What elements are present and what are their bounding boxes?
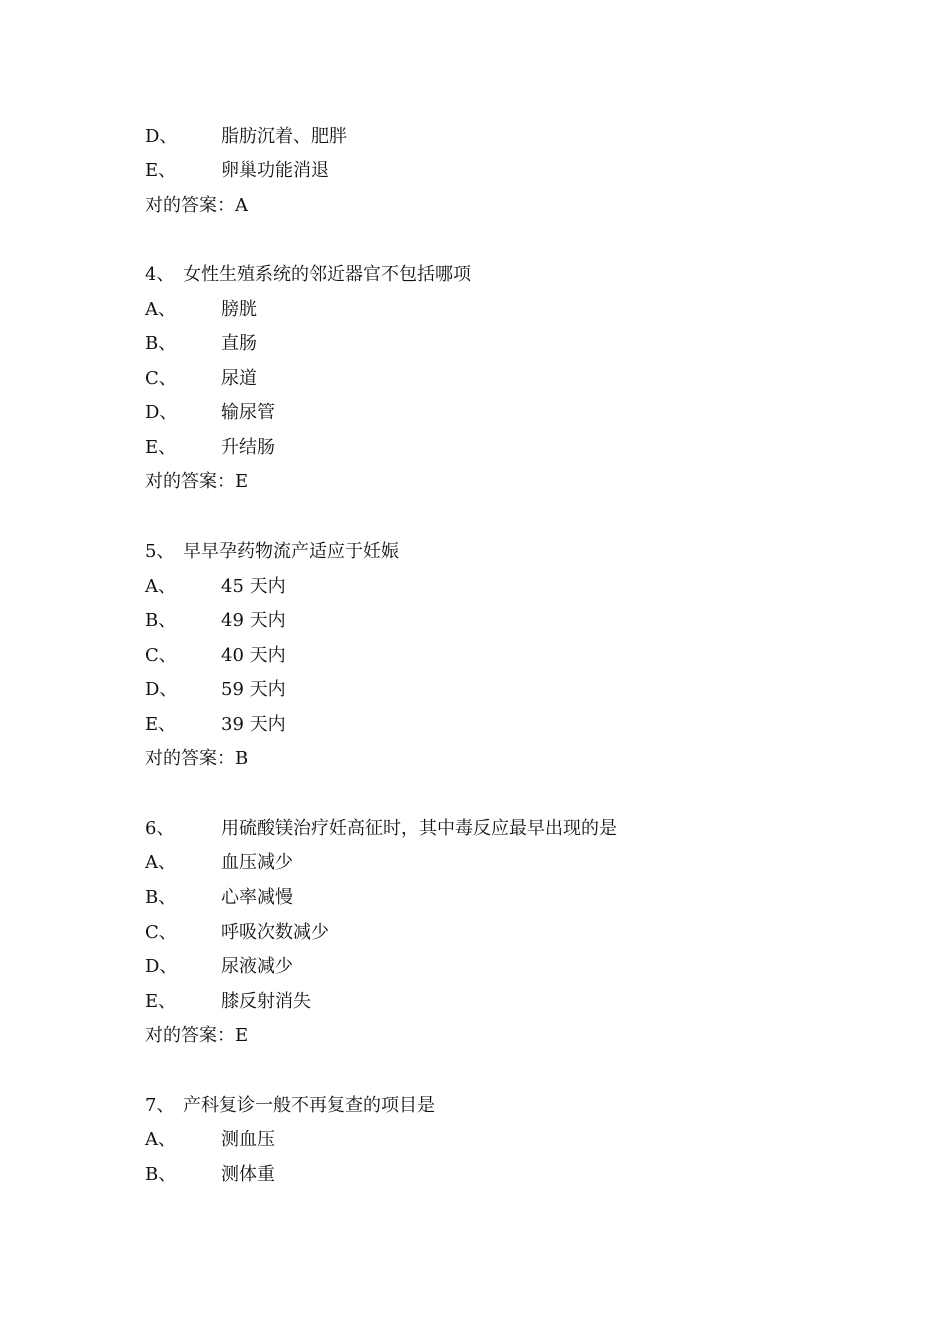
option-text: 卵巢功能消退 — [221, 160, 329, 181]
option-label: D、 — [145, 956, 178, 977]
option-text: 脂肪沉着、肥胖 — [221, 126, 347, 147]
question-text: 用硫酸镁治疗妊高征时，其中毒反应最早出现的是 — [221, 818, 617, 839]
option-text: 直肠 — [221, 333, 257, 354]
option-label: A、 — [145, 299, 176, 320]
option-label: C、 — [145, 368, 177, 389]
question-text: 女性生殖系统的邻近器官不包括哪项 — [183, 264, 471, 285]
option-label: E、 — [145, 160, 177, 181]
option-text: 49 天内 — [221, 610, 286, 631]
option-text: 40 天内 — [221, 645, 286, 666]
option-label: B、 — [145, 887, 177, 908]
answer-text: 对的答案：A — [145, 195, 248, 216]
option-label: B、 — [145, 610, 177, 631]
option-label: C、 — [145, 922, 177, 943]
option-text: 测体重 — [221, 1164, 275, 1185]
option-text: 血压减少 — [221, 852, 293, 873]
question-number: 6、 — [145, 818, 175, 839]
option-text: 59 天内 — [221, 679, 286, 700]
answer-text: 对的答案：E — [145, 471, 249, 492]
option-label: D、 — [145, 402, 178, 423]
option-label: B、 — [145, 333, 177, 354]
option-label: A、 — [145, 576, 176, 597]
option-label: E、 — [145, 714, 177, 735]
option-label: A、 — [145, 1129, 176, 1150]
option-label: D、 — [145, 126, 178, 147]
question-text: 产科复诊一般不再复查的项目是 — [183, 1095, 435, 1116]
option-text: 膀胱 — [221, 299, 257, 320]
option-label: D、 — [145, 679, 178, 700]
question-number: 5、 — [145, 541, 175, 562]
option-text: 升结肠 — [221, 437, 275, 458]
option-label: E、 — [145, 991, 177, 1012]
option-text: 尿液减少 — [221, 956, 293, 977]
option-text: 测血压 — [221, 1129, 275, 1150]
question-text: 早早孕药物流产适应于妊娠 — [183, 541, 399, 562]
option-text: 39 天内 — [221, 714, 286, 735]
answer-text: 对的答案：E — [145, 1025, 249, 1046]
option-label: E、 — [145, 437, 177, 458]
option-label: B、 — [145, 1164, 177, 1185]
option-label: C、 — [145, 645, 177, 666]
option-text: 呼吸次数减少 — [221, 922, 329, 943]
question-number: 4、 — [145, 264, 175, 285]
option-label: A、 — [145, 852, 176, 873]
option-text: 尿道 — [221, 368, 257, 389]
option-text: 45 天内 — [221, 576, 286, 597]
option-text: 膝反射消失 — [221, 991, 311, 1012]
answer-text: 对的答案：B — [145, 748, 249, 769]
question-number: 7、 — [145, 1095, 175, 1116]
option-text: 输尿管 — [221, 402, 275, 423]
option-text: 心率减慢 — [221, 887, 293, 908]
